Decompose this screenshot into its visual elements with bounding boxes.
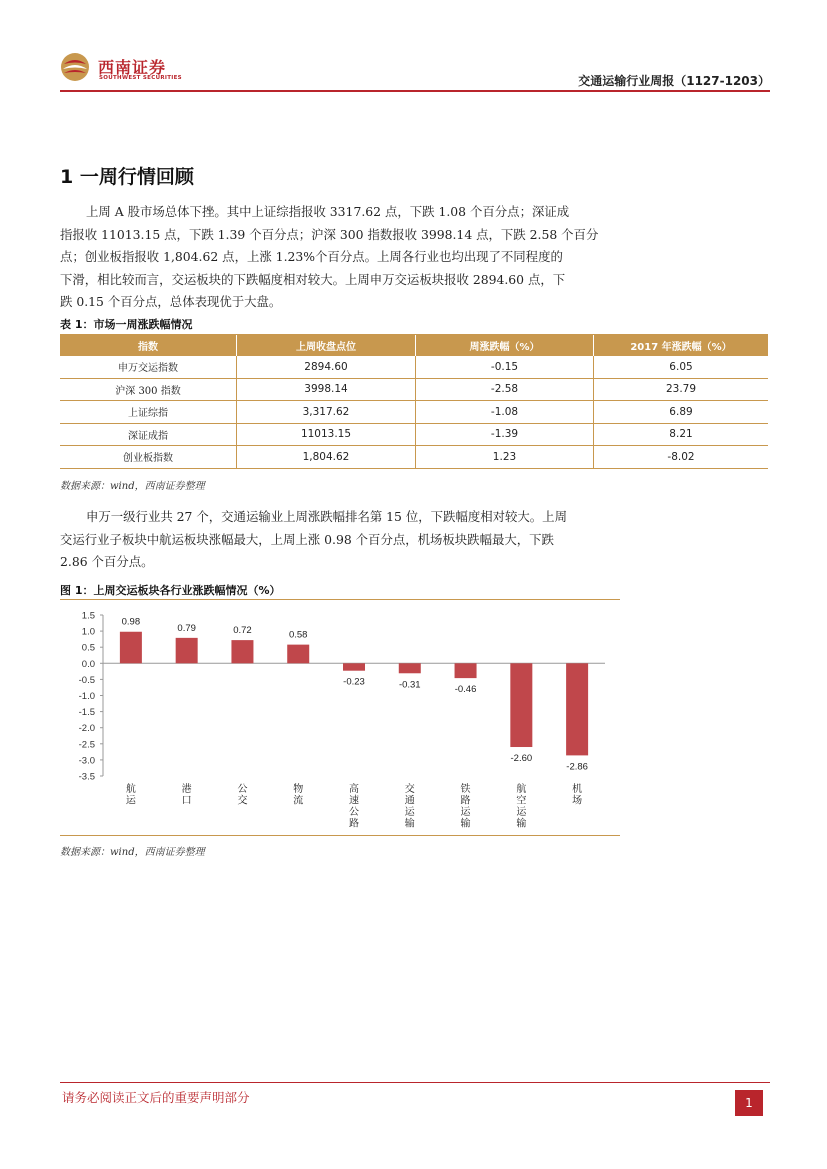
y-tick-label: 1.0: [81, 626, 95, 638]
chart-caption: 图 1：上周交运板块各行业涨跌幅情况（%）: [60, 584, 281, 597]
y-tick-label: 0.0: [81, 658, 95, 670]
bar: [176, 638, 198, 663]
bar-value-label: -0.23: [343, 676, 365, 688]
ytd-change-cell: -8.02: [594, 446, 769, 469]
bar: [566, 663, 588, 755]
bar: [343, 663, 365, 670]
table-row: [60, 446, 768, 469]
page-number: 1: [735, 1090, 763, 1116]
bar: [455, 663, 477, 678]
x-category-label: 机场: [572, 784, 583, 807]
paragraph-line: 交运行业子板块中航运板块涨幅最大，上周上涨 0.98 个百分点，机场板块跌幅最大，下跌: [60, 531, 554, 547]
table-row: [60, 401, 768, 424]
logo-subtext: SOUTHWEST SECURITIES: [99, 75, 182, 81]
logo-text: 西南证券: [98, 58, 167, 77]
x-category-label: 航运: [125, 784, 136, 807]
weekly-change-cell: -0.15: [416, 356, 594, 378]
x-category-label: 交通运输: [404, 784, 415, 830]
close-cell: 3998.14: [237, 378, 416, 401]
paragraph-line: 申万一级行业共 27 个，交通运输业上周涨跌幅排名第 15 位，下跌幅度相对较大。上周: [86, 509, 567, 524]
y-tick-label: -2.5: [78, 739, 95, 751]
weekly-change-cell: -1.08: [416, 401, 594, 424]
paragraph-line: 跌 0.15 个百分点，总体表现优于大盘。: [60, 294, 282, 309]
close-cell: 2894.60: [237, 356, 416, 378]
bar: [287, 645, 309, 664]
index-name-cell: 申万交运指数: [60, 356, 237, 378]
paragraph-line: 点；创业板指报收 1,804.62 点，上涨 1.23%个百分点。上周各行业也均出现了不同程度的: [60, 249, 563, 264]
y-tick-label: -1.5: [78, 707, 95, 719]
market-review-paragraph: [60, 201, 613, 314]
index-name-cell: 沪深 300 指数: [60, 378, 237, 401]
y-tick-label: 0.5: [81, 642, 95, 654]
ytd-change-cell: 6.05: [594, 356, 769, 378]
table-row: [60, 423, 768, 446]
ytd-change-cell: 8.21: [594, 423, 769, 446]
column-header: 上周收盘点位: [237, 335, 416, 356]
bar-value-label: 0.72: [233, 625, 252, 637]
bar-value-label: 0.98: [121, 616, 141, 628]
y-tick-label: -2.0: [78, 723, 95, 735]
column-header: 周涨跌幅（%）: [416, 335, 594, 356]
close-cell: 3,317.62: [237, 401, 416, 424]
table-row: [60, 378, 768, 401]
y-tick-label: -3.5: [78, 771, 95, 783]
bar: [120, 632, 142, 664]
bar-value-label: -0.31: [398, 679, 421, 691]
y-tick-label: -0.5: [78, 674, 95, 686]
bar: [231, 640, 253, 663]
bar-value-label: -0.46: [454, 684, 477, 696]
report-title: 交通运输行业周报（1127-1203）: [578, 74, 770, 88]
chart-source-note: 数据来源：wind，西南证券整理: [60, 847, 205, 858]
footer-divider: [60, 1082, 770, 1083]
x-category-label: 物流: [293, 784, 304, 807]
y-tick-label: 1.5: [81, 610, 95, 622]
x-category-label: 港口: [181, 784, 192, 807]
index-name-cell: 上证综指: [60, 401, 237, 424]
y-tick-label: -3.0: [78, 755, 95, 767]
paragraph-line: 2.86 个百分点。: [60, 554, 154, 569]
x-category-label: 铁路运输: [460, 784, 471, 830]
close-cell: 1,804.62: [237, 446, 416, 469]
index-name-cell: 深证成指: [60, 423, 237, 446]
column-header: 指数: [60, 335, 237, 356]
sector-change-bar-chart: [60, 600, 620, 835]
index-name-cell: 创业板指数: [60, 446, 237, 469]
bar-value-label: 0.58: [288, 629, 308, 641]
chart-bottom-rule: [60, 835, 620, 836]
paragraph-line: 下滑，相比较而言，交运板块的下跌幅度相对较大。上周申万交运板块报收 2894.60 点，下: [60, 271, 566, 287]
header-divider: [60, 90, 770, 92]
close-cell: 11013.15: [237, 423, 416, 446]
table-row: [60, 356, 768, 378]
weekly-change-cell: -1.39: [416, 423, 594, 446]
ytd-change-cell: 23.79: [594, 378, 769, 401]
bar-value-label: -2.60: [510, 753, 533, 765]
column-header: 2017 年涨跌幅（%）: [594, 335, 769, 356]
market-table: [60, 335, 768, 469]
section-heading: 1 一周行情回顾: [60, 166, 194, 188]
bar-value-label: -2.86: [566, 761, 588, 773]
paragraph-line: 指报收 11013.15 点，下跌 1.39 个百分点；沪深 300 指数报收 3998.14 点，下跌 2.58 个百分: [60, 226, 599, 242]
bar: [510, 663, 532, 747]
paragraph-line: 上周 A 股市场总体下挫。其中上证综指报收 3317.62 点，下跌 1.08 个百分点；深证成: [86, 204, 570, 219]
x-category-label: 高速公路: [349, 784, 359, 830]
table-caption: 表 1：市场一周涨跌幅情况: [60, 318, 193, 331]
y-tick-label: -1.0: [78, 691, 95, 702]
bar: [399, 663, 421, 673]
footer-disclaimer-note: 请务必阅读正文后的重要声明部分: [62, 1090, 250, 1105]
industry-ranking-paragraph: [60, 506, 613, 574]
bar-value-label: 0.79: [177, 622, 196, 634]
table-source-note: 数据来源：wind，西南证券整理: [60, 481, 205, 492]
company-logo-icon: [60, 52, 90, 82]
x-category-label: 公交: [237, 784, 248, 807]
weekly-change-cell: -2.58: [416, 378, 594, 401]
table-header-row: [60, 335, 768, 356]
weekly-change-cell: 1.23: [416, 446, 594, 469]
ytd-change-cell: 6.89: [594, 401, 769, 424]
x-category-label: 航空运输: [516, 784, 527, 830]
